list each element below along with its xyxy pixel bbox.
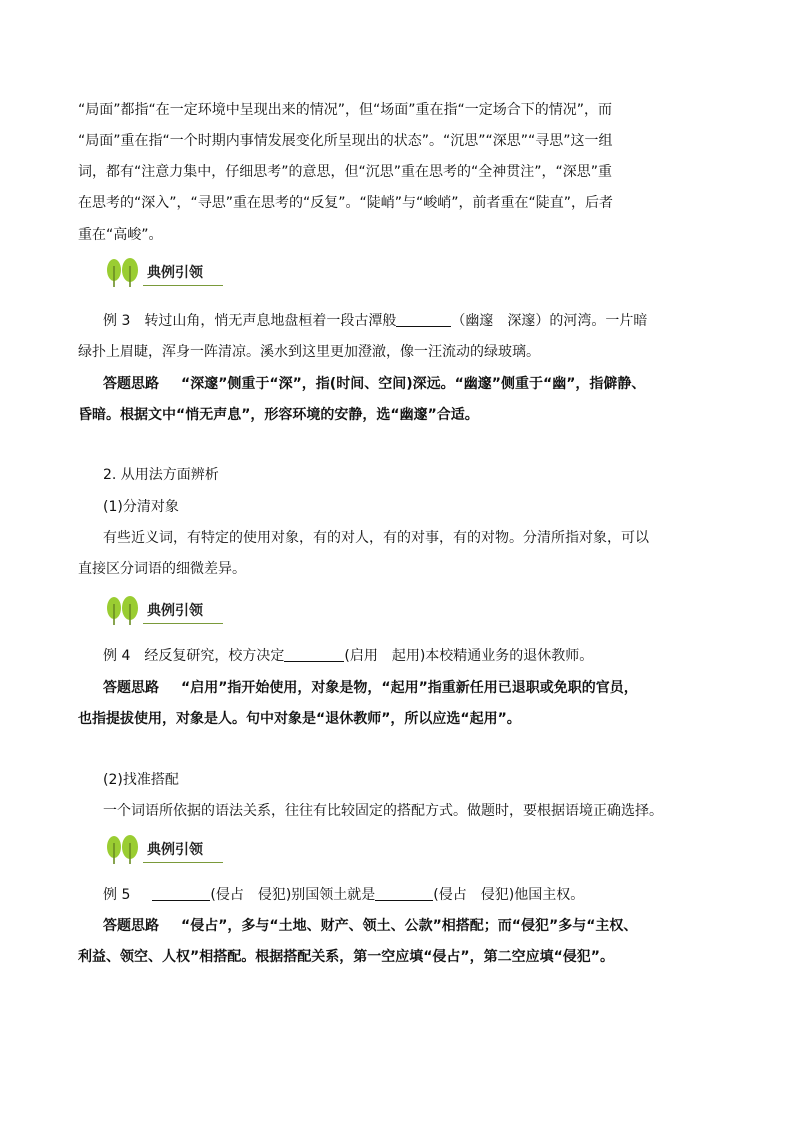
subsection-1-line-2: 直接区分词语的细微差异。 bbox=[78, 561, 246, 577]
example-3-answer-1 bbox=[103, 374, 645, 394]
answer-text: “启用”指开始使用，对象是物，“起用”指重新任用已退职或免职的官员， bbox=[181, 680, 638, 696]
example-3-question bbox=[103, 311, 647, 331]
answer-blank bbox=[375, 886, 433, 901]
example-badge bbox=[103, 258, 223, 288]
example-4-answer-2: 也指提拔使用，对象是人。句中对象是“退休教师”，所以应选“起用”。 bbox=[78, 711, 521, 727]
example-4-question bbox=[103, 646, 593, 666]
badge-label: 典例引领 bbox=[147, 603, 203, 619]
subsection-1-heading: (1)分清对象 bbox=[103, 499, 179, 515]
badge-label: 典例引领 bbox=[147, 265, 203, 281]
subsection-2-line-1: 一个词语所依据的语法关系，往往有比较固定的搭配方式。做题时，要根据语境正确选择。 bbox=[103, 803, 663, 819]
badge-underline bbox=[143, 285, 223, 286]
answer-text: “深邃”侧重于“深”，指(时间、空间)深远。“幽邃”侧重于“幽”，指僻静、 bbox=[181, 376, 646, 392]
example-5-suffix: (侵占 侵犯)他国主权。 bbox=[433, 887, 585, 903]
example-4-suffix: (启用 起用)本校精通业务的退休教师。 bbox=[344, 648, 594, 664]
subsection-1-line-1: 有些近义词，有特定的使用对象，有的对人，有的对事，有的对物。分清所指对象，可以 bbox=[103, 530, 649, 546]
section-2-heading: 2. 从用法方面辨析 bbox=[103, 467, 219, 483]
tree-icon bbox=[103, 596, 143, 626]
tree-icon bbox=[103, 835, 143, 865]
example-5-answer-2: 利益、领空、人权”相搭配。根据搭配关系，第一空应填“侵占”，第二空应填“侵犯”。 bbox=[78, 949, 615, 965]
example-3-answer-2: 昏暗。根据文中“悄无声息”，形容环境的安静，选“幽邃”合适。 bbox=[78, 407, 479, 423]
intro-line-2: “局面”重在指“一个时期内事情发展变化所呈现出的状态”。“沉思”“深思”“寻思”这一组 bbox=[78, 133, 613, 149]
subsection-2-heading: (2)找准搭配 bbox=[103, 772, 179, 788]
answer-blank bbox=[396, 312, 451, 327]
example-5-answer-1 bbox=[103, 916, 637, 936]
answer-blank bbox=[152, 886, 210, 901]
answer-blank bbox=[284, 647, 344, 662]
example-3-line-2: 绿扑上眉睫，浑身一阵清凉。溪水到这里更加澄澈，像一汪流动的绿玻璃。 bbox=[78, 344, 540, 360]
intro-line-1: “局面”都指“在一定环境中呈现出来的情况”，但“场面”重在指“一定场合下的情况”，而 bbox=[78, 102, 613, 118]
example-3-suffix: （幽邃 深邃）的河湾。一片暗 bbox=[451, 313, 648, 329]
example-5-prefix: 例 5 bbox=[103, 887, 131, 903]
badge-underline bbox=[143, 623, 223, 624]
badge-label: 典例引领 bbox=[147, 842, 203, 858]
example-5-question bbox=[103, 885, 584, 905]
tree-icon bbox=[103, 258, 143, 288]
answer-label: 答题思路 bbox=[103, 918, 159, 934]
example-4-prefix: 例 4 经反复研究，校方决定 bbox=[103, 648, 285, 664]
intro-line-4: 在思考的“深入”，“寻思”重在思考的“反复”。“陡峭”与“峻峭”，前者重在“陡直”，后者 bbox=[78, 195, 614, 211]
example-5-middle: (侵占 侵犯)别国领土就是 bbox=[210, 887, 376, 903]
answer-label: 答题思路 bbox=[103, 680, 159, 696]
example-badge bbox=[103, 596, 223, 626]
answer-label: 答题思路 bbox=[103, 376, 159, 392]
intro-line-3: 词，都有“注意力集中，仔细思考”的意思，但“沉思”重在思考的“全神贯注”，“深思”重 bbox=[78, 164, 613, 180]
badge-underline bbox=[143, 862, 223, 863]
intro-line-5: 重在“高峻”。 bbox=[78, 227, 163, 243]
example-badge bbox=[103, 835, 223, 865]
answer-text: “侵占”，多与“土地、财产、领土、公款”相搭配；而“侵犯”多与“主权、 bbox=[181, 918, 638, 934]
example-4-answer-1 bbox=[103, 678, 638, 698]
example-3-prefix: 例 3 转过山角，悄无声息地盘桓着一段古潭般 bbox=[103, 313, 397, 329]
